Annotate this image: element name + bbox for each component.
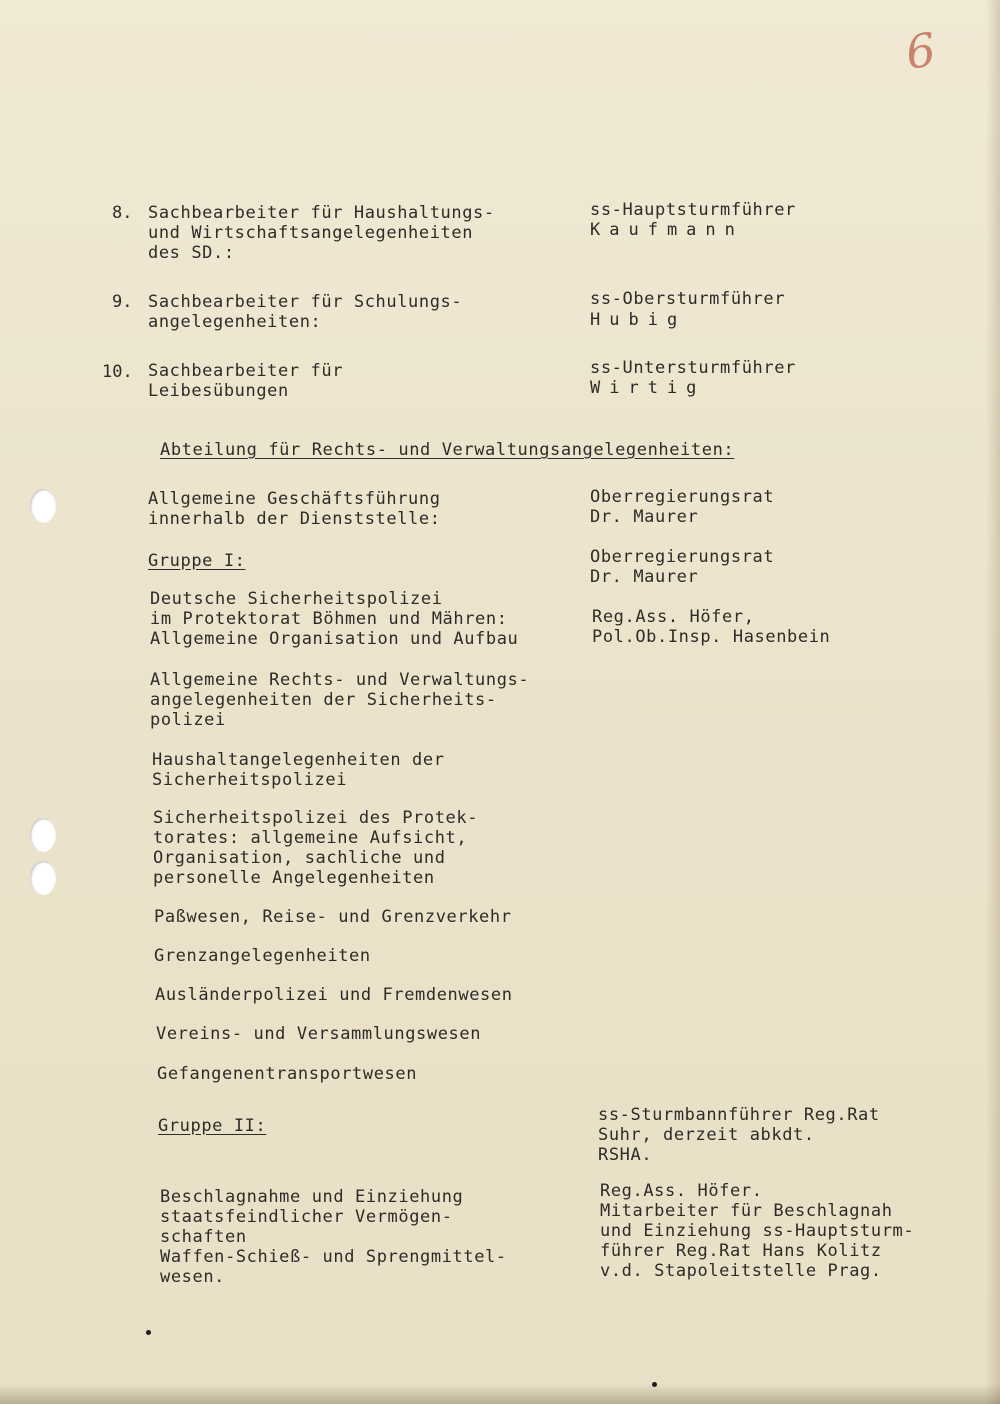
group-person: RSHA. bbox=[598, 1145, 653, 1165]
group-text: Allgemeine Organisation und Aufbau bbox=[150, 629, 519, 649]
group-person: Dr. Maurer bbox=[590, 567, 699, 587]
group-item: Gefangenentransportwesen bbox=[157, 1064, 418, 1084]
entry-text: Sachbearbeiter für Haushaltungs- bbox=[148, 203, 495, 223]
general-person: Dr. Maurer bbox=[590, 507, 699, 527]
punch-hole bbox=[30, 861, 56, 895]
entry-text: Sachbearbeiter für bbox=[148, 361, 344, 381]
entry-person: Kaufmann bbox=[590, 220, 744, 240]
entry-text: Leibesübungen bbox=[148, 381, 289, 401]
group-staff: Pol.Ob.Insp. Hasenbein bbox=[592, 627, 831, 647]
page-number: 6 bbox=[902, 22, 939, 80]
entry-person: Hubig bbox=[590, 310, 687, 330]
page-edge-shadow bbox=[986, 0, 1000, 1404]
entry-rank: ss-Obersturmführer bbox=[590, 289, 786, 309]
group-text: wesen. bbox=[160, 1267, 226, 1287]
group-text: Waffen-Schieß- und Sprengmittel- bbox=[160, 1247, 507, 1267]
page-bottom-shadow bbox=[0, 1384, 1000, 1404]
entry-text: angelegenheiten: bbox=[148, 312, 322, 332]
group-text: Deutsche Sicherheitspolizei bbox=[150, 589, 443, 609]
group-item: Ausländerpolizei und Fremdenwesen bbox=[155, 985, 513, 1005]
group-item: Allgemeine Rechts- und Verwaltungs- bbox=[150, 670, 530, 690]
group-staff: Reg.Ass. Höfer, bbox=[592, 607, 755, 627]
general-text: Allgemeine Geschäftsführung bbox=[148, 489, 441, 509]
group-rank: ss-Sturmbannführer Reg.Rat bbox=[598, 1105, 880, 1125]
group-heading: Gruppe I: bbox=[148, 551, 246, 571]
ink-dot bbox=[652, 1382, 657, 1387]
entry-text: Sachbearbeiter für Schulungs- bbox=[148, 292, 463, 312]
group-item: angelegenheiten der Sicherheits- bbox=[150, 690, 497, 710]
group-item: torates: allgemeine Aufsicht, bbox=[153, 828, 468, 848]
group-item: Vereins- und Versammlungswesen bbox=[156, 1024, 482, 1044]
entry-rank: ss-Untersturmführer bbox=[590, 358, 796, 378]
entry-text: des SD.: bbox=[148, 243, 235, 263]
group-text: schaften bbox=[160, 1227, 247, 1247]
entry-text: und Wirtschaftsangelegenheiten bbox=[148, 223, 474, 243]
group-item: Sicherheitspolizei des Protek- bbox=[153, 808, 479, 828]
group-item: Haushaltangelegenheiten der bbox=[152, 750, 445, 770]
group-text: staatsfeindlicher Vermögen- bbox=[160, 1207, 453, 1227]
group-staff: v.d. Stapoleitstelle Prag. bbox=[600, 1261, 882, 1281]
group-rank: Oberregierungsrat bbox=[590, 547, 775, 567]
group-text: im Protektorat Böhmen und Mähren: bbox=[150, 609, 508, 629]
entry-number: 9. bbox=[112, 292, 133, 312]
punch-hole bbox=[30, 489, 56, 523]
general-text: innerhalb der Dienststelle: bbox=[148, 509, 441, 529]
group-item: Paßwesen, Reise- und Grenzverkehr bbox=[154, 907, 512, 927]
group-heading: Gruppe II: bbox=[158, 1116, 267, 1136]
group-staff: führer Reg.Rat Hans Kolitz bbox=[600, 1241, 882, 1261]
group-item: Sicherheitspolizei bbox=[152, 770, 348, 790]
entry-number: 10. bbox=[102, 362, 133, 382]
group-item: polizei bbox=[150, 710, 226, 730]
group-person: Suhr, derzeit abkdt. bbox=[598, 1125, 815, 1145]
group-text: Beschlagnahme und Einziehung bbox=[160, 1187, 464, 1207]
group-staff: Mitarbeiter für Beschlagnah bbox=[600, 1201, 893, 1221]
group-staff: Reg.Ass. Höfer. bbox=[600, 1181, 763, 1201]
group-item: Grenzangelegenheiten bbox=[154, 946, 371, 966]
punch-hole bbox=[30, 818, 56, 852]
entry-person: Wirtig bbox=[590, 378, 706, 398]
entry-rank: ss-Hauptsturmführer bbox=[590, 200, 796, 220]
group-item: Organisation, sachliche und bbox=[153, 848, 446, 868]
entry-number: 8. bbox=[112, 203, 133, 223]
ink-dot bbox=[146, 1330, 151, 1335]
general-rank: Oberregierungsrat bbox=[590, 487, 775, 507]
section-heading: Abteilung für Rechts- und Verwaltungsangelegenheiten: bbox=[160, 440, 735, 460]
group-staff: und Einziehung ss-Hauptsturm- bbox=[600, 1221, 915, 1241]
group-item: personelle Angelegenheiten bbox=[153, 868, 435, 888]
